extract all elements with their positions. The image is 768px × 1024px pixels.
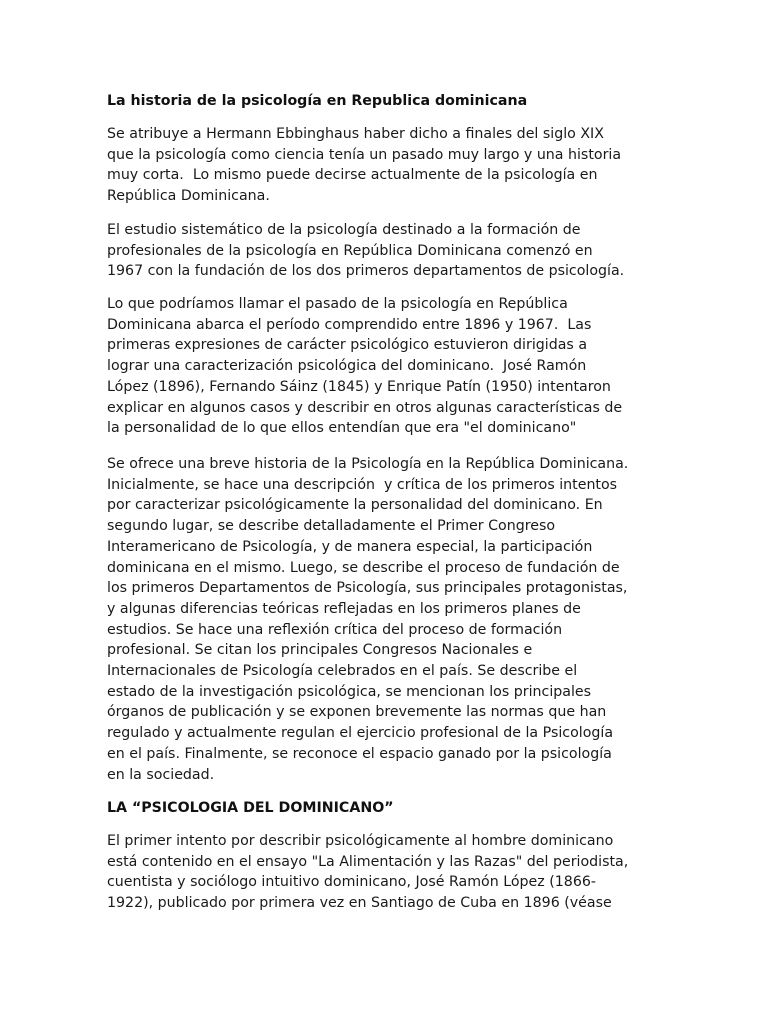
paragraph-line: por caracterizar psicológicamente la personalidad del dominicano. En [107, 497, 603, 514]
paragraph-line: y algunas diferencias teóricas reflejadas en los primeros planes de [107, 600, 581, 617]
paragraph-line: Lo que podríamos llamar el pasado de la psicología en República [107, 296, 568, 312]
paragraph-line: Interamericano de Psicología, y de manera especial, la participación [107, 538, 593, 555]
paragraph-line: explicar en algunos casos y describir en otros algunas características de [107, 399, 623, 416]
paragraph-line: regulado y actualmente regulan el ejercicio profesional de la Psicología [107, 725, 614, 742]
paragraph-line: en el país. Finalmente, se reconoce el espacio ganado por la psicología [107, 745, 612, 762]
document-title: La historia de la psicología en Republica dominicana [107, 93, 528, 109]
paragraph-line: 1922), publicado por primera vez en Santiago de Cuba en 1896 (véase [107, 895, 612, 912]
paragraph-ebbinghaus [107, 124, 621, 207]
paragraph-line: Dominicana abarca el período comprendido entre 1896 y 1967. Las [107, 316, 592, 333]
paragraph-line: El primer intento por describir psicológicamente al hombre dominicano [107, 833, 614, 849]
paragraph-past [107, 294, 622, 439]
paragraph-line: profesionales de la psicología en República Dominicana comenzó en [107, 242, 593, 259]
paragraph-line: la personalidad de lo que ellos entendían que era "el dominicano" [107, 420, 577, 437]
paragraph-line: López (1896), Fernando Sáinz (1845) y Enrique Patín (1950) intentaron [107, 378, 611, 395]
paragraph-systematic-study [107, 220, 624, 282]
paragraph-line: Se atribuye a Hermann Ebbinghaus haber dicho a finales del siglo XIX [107, 126, 604, 142]
section-heading: LA “PSICOLOGIA DEL DOMINICANO” [107, 800, 394, 816]
paragraph-line: República Dominicana. [107, 188, 270, 205]
paragraph-line: está contenido en el ensayo "La Alimentación y las Razas" del periodista, [107, 853, 629, 870]
paragraph-line: en la sociedad. [107, 766, 215, 783]
paragraph-line: los primeros Departamentos de Psicología, sus principales protagonistas, [107, 580, 628, 597]
paragraph-line: segundo lugar, se describe detalladamente el Primer Congreso [107, 518, 556, 535]
paragraph-line: Se ofrece una breve historia de la Psicología en la República Dominicana. [107, 456, 629, 472]
paragraph-overview [107, 454, 628, 785]
paragraph-line: Internacionales de Psicología celebrados en el país. Se describe el [107, 663, 578, 680]
paragraph-first-attempt [107, 831, 628, 914]
paragraph-line: que la psicología como ciencia tenía un pasado muy largo y una historia [107, 146, 622, 163]
paragraph-line: profesional. Se citan los principales Congresos Nacionales e [107, 642, 533, 659]
paragraph-line: 1967 con la fundación de los dos primeros departamentos de psicología. [107, 263, 625, 280]
paragraph-line: Inicialmente, se hace una descripción y crítica de los primeros intentos [107, 476, 618, 493]
paragraph-line: El estudio sistemático de la psicología destinado a la formación de [107, 222, 581, 238]
paragraph-line: primeras expresiones de carácter psicológico estuvieron dirigidas a [107, 337, 588, 354]
paragraph-line: estado de la investigación psicológica, se mencionan los principales [107, 683, 592, 700]
paragraph-line: cuentista y sociólogo intuitivo dominicano, José Ramón López (1866- [107, 874, 597, 891]
paragraph-line: dominicana en el mismo. Luego, se describe el proceso de fundación de [107, 559, 620, 576]
paragraph-line: muy corta. Lo mismo puede decirse actualmente de la psicología en [107, 167, 598, 184]
paragraph-line: órganos de publicación y se exponen brevemente las normas que han [107, 704, 607, 721]
paragraph-line: lograr una caracterización psicológica del dominicano. José Ramón [107, 358, 587, 375]
paragraph-line: estudios. Se hace una reflexión crítica del proceso de formación [107, 621, 563, 638]
